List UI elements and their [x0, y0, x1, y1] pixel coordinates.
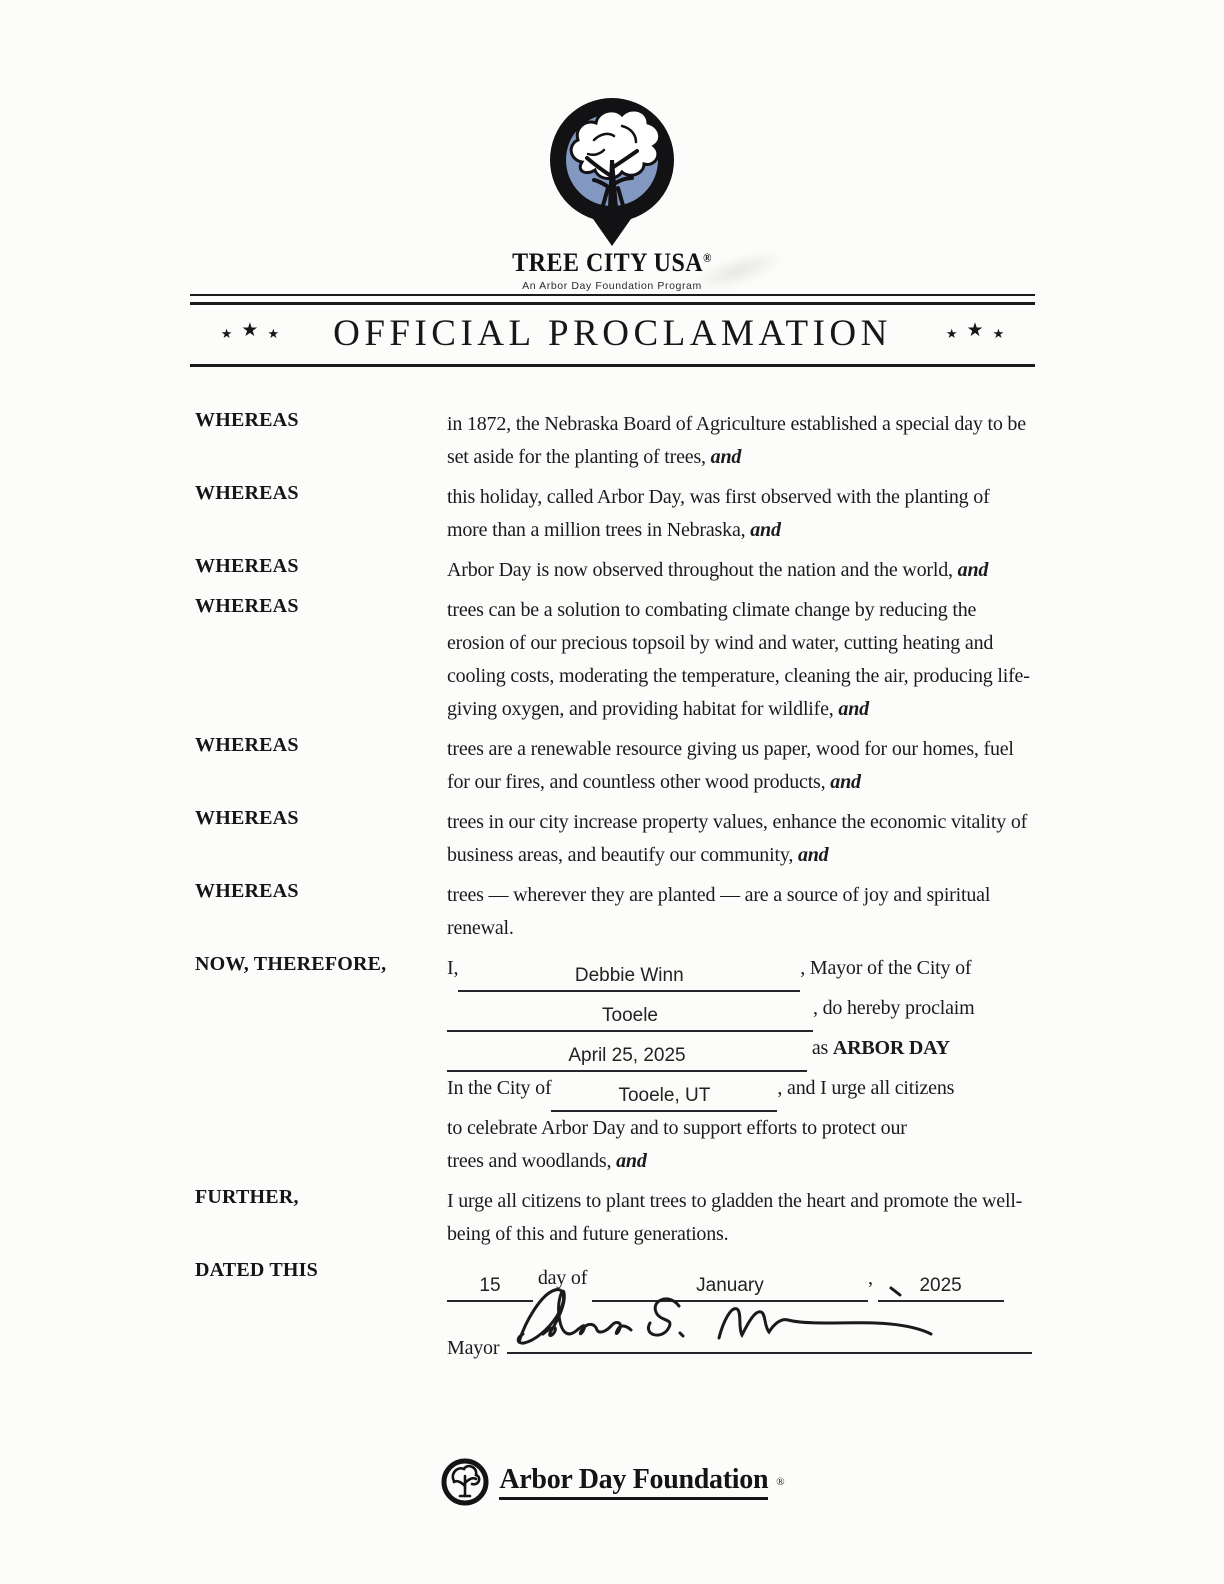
clause-label: WHEREAS — [195, 555, 299, 577]
registered-mark: ® — [703, 251, 712, 266]
dated-this-section — [195, 1258, 1035, 1360]
clause-label: WHEREAS — [195, 409, 299, 431]
arbor-day-date-field: April 25, 2025 — [447, 1042, 807, 1072]
clause-body-text: Arbor Day is now observed throughout the nation and the world, — [447, 559, 953, 581]
clause-text — [447, 408, 1032, 474]
logo-tagline: An Arbor Day Foundation Program — [522, 280, 702, 292]
whereas-clause — [195, 408, 1035, 474]
clause-label: WHEREAS — [195, 880, 299, 902]
star-icon: ★ — [241, 320, 259, 341]
right-stars-icon — [946, 322, 1004, 345]
tree-city-usa-tree-icon — [542, 96, 682, 248]
clause-body-text: in 1872, the Nebraska Board of Agriculture established a special day to be set aside for the planting of trees, — [447, 413, 1026, 468]
band-top-thin-rule — [190, 294, 1035, 296]
day-of-text: day of — [537, 1267, 588, 1289]
whereas-clause — [195, 733, 1035, 799]
dated-this-label: DATED THIS — [195, 1259, 318, 1281]
band-bottom-rule — [190, 364, 1035, 367]
proclamation-line — [447, 1032, 1032, 1072]
whereas-clause — [195, 481, 1035, 547]
line-prefix: In the City of — [447, 1077, 552, 1099]
signature-underline — [507, 1318, 1032, 1354]
now-therefore-section — [195, 952, 1035, 1178]
month-field: January — [592, 1272, 868, 1302]
proclamation-line — [447, 1072, 1032, 1112]
arbor-day-foundation-tree-icon — [439, 1456, 491, 1508]
logo-title — [0, 248, 1224, 278]
clause-body-text: trees are a renewable resource giving us paper, wood for our homes, fuel for our fires, and countless other wood products, — [447, 738, 1014, 793]
proclamation-line — [447, 992, 1032, 1032]
band-inner — [190, 305, 1035, 364]
clause-and: and — [797, 844, 829, 866]
star-icon: ★ — [267, 325, 280, 341]
whereas-clause — [195, 879, 1035, 945]
mayor-signature-line — [447, 1318, 1032, 1360]
line-suffix: , Mayor of the City of — [800, 957, 972, 979]
proclamation-line — [447, 952, 1032, 992]
clause-body-text: trees in our city increase property values, enhance the economic vitality of business areas, and beautify our community, — [447, 811, 1028, 866]
clause-text — [447, 554, 1032, 587]
clause-label: WHEREAS — [195, 807, 299, 829]
mayor-name-field: Debbie Winn — [458, 962, 800, 992]
arbor-day-foundation-logo — [0, 1456, 1224, 1508]
page-title: OFFICIAL PROCLAMATION — [333, 313, 892, 354]
further-text: I urge all citizens to plant trees to gladden the heart and promote the well-being of this and future generations. — [447, 1190, 1023, 1245]
line-suffix: , and I urge all citizens — [777, 1077, 955, 1099]
proclamation-line: to celebrate Arbor Day and to support efforts to protect our — [447, 1117, 907, 1139]
clause-and: and — [616, 1150, 647, 1172]
year-field: 2025 — [878, 1272, 1004, 1302]
whereas-clause — [195, 594, 1035, 726]
clause-text — [447, 879, 1032, 945]
logo-title-text: TREE CITY USA — [512, 248, 704, 278]
mayor-label: Mayor — [447, 1337, 500, 1359]
brand-text: Arbor Day Foundation — [499, 1464, 769, 1495]
star-icon: ★ — [220, 325, 233, 341]
line-prefix: I, — [447, 957, 459, 979]
star-icon: ★ — [992, 325, 1005, 341]
comma: , — [867, 1267, 873, 1289]
now-therefore-body — [447, 952, 1032, 1178]
city-name-field: Tooele — [447, 1002, 813, 1032]
further-label: FURTHER, — [195, 1186, 299, 1208]
now-therefore-label: NOW, THEREFORE, — [195, 953, 387, 975]
clause-text — [447, 481, 1032, 547]
clause-label: WHEREAS — [195, 734, 299, 756]
whereas-clause — [195, 806, 1035, 872]
clause-and: and — [957, 559, 989, 581]
star-icon: ★ — [945, 325, 958, 341]
registered-mark: ® — [776, 1476, 785, 1488]
document-body — [195, 408, 1035, 1367]
tree-city-usa-logo-block — [0, 96, 1224, 292]
clause-label: WHEREAS — [195, 482, 299, 504]
clause-and: and — [830, 771, 861, 793]
brand-text-underline — [499, 1464, 768, 1500]
clause-body-text: trees — wherever they are planted — are a source of joy and spiritual renewal. — [447, 884, 991, 939]
dated-this-body — [447, 1258, 1032, 1360]
further-section — [195, 1185, 1035, 1251]
clause-and: and — [710, 446, 742, 468]
mayor-signature-handwriting — [507, 1276, 1027, 1360]
official-proclamation-band — [190, 294, 1035, 367]
proclamation-line — [447, 1145, 1032, 1178]
day-field: 15 — [447, 1272, 533, 1302]
star-icon: ★ — [966, 320, 984, 341]
clause-text — [447, 594, 1032, 726]
whereas-clause — [195, 554, 1035, 587]
clause-text — [447, 806, 1032, 872]
clause-and: and — [750, 519, 781, 541]
arbor-day-title: ARBOR DAY — [832, 1037, 950, 1059]
as-word: as — [811, 1037, 829, 1059]
line-suffix: , do hereby proclaim — [813, 997, 975, 1019]
clause-body-text: trees can be a solution to combating climate change by reducing the erosion of our precious topsoil by wind and water, cutting heating and cooling costs, moderating the temperature, cleaning the air, producing life-giving oxygen, and providing habitat for wildlife, — [447, 599, 1030, 720]
clause-text — [447, 733, 1032, 799]
left-stars-icon — [221, 322, 279, 345]
city-state-field: Tooele, UT — [551, 1082, 777, 1112]
line-text: trees and woodlands, — [447, 1150, 612, 1172]
clause-and: and — [838, 698, 869, 720]
clause-body-text: this holiday, called Arbor Day, was first observed with the planting of more than a million trees in Nebraska, — [447, 486, 990, 541]
clause-label: WHEREAS — [195, 595, 299, 617]
